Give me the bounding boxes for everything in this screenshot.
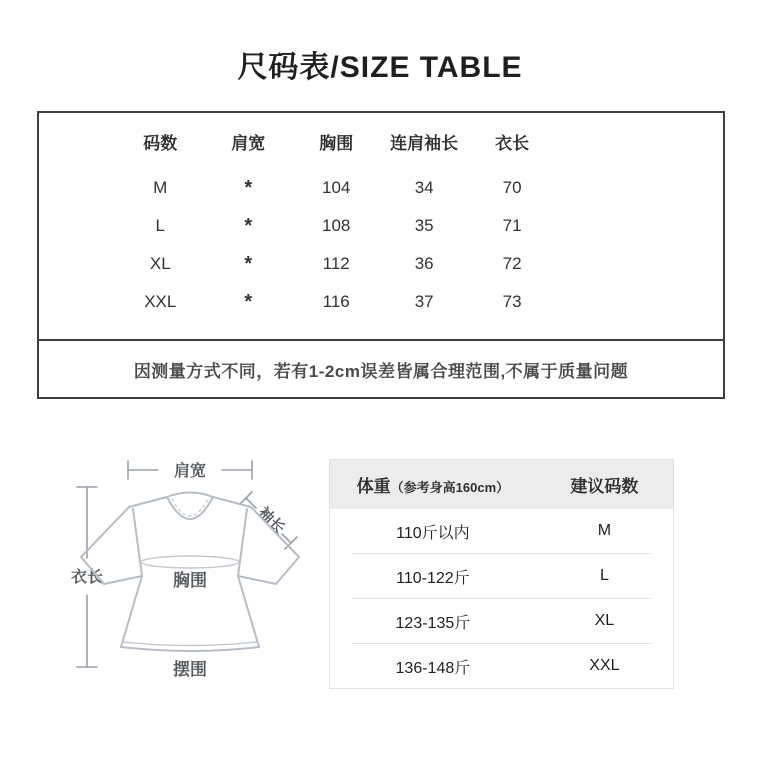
weight-header-hint: （参考身高160cm） (390, 480, 510, 495)
weight-row-xl (330, 599, 673, 643)
table-row-l (39, 207, 723, 245)
sleeve-measure-line (240, 492, 297, 549)
garment-length-label: 衣长 (70, 569, 104, 586)
cell-shoulder: * (244, 215, 253, 237)
cell-chest: 104 (322, 178, 351, 197)
header-cell-length: 衣长 (495, 133, 530, 153)
cell-size: XXL (144, 292, 177, 311)
cell-length: 72 (502, 254, 522, 273)
cell-length: 71 (502, 216, 522, 235)
cell-recommended-size: XXL (589, 657, 620, 674)
weight-row-l (330, 554, 673, 598)
weight-table-header (330, 460, 673, 509)
cell-recommended-size: XL (594, 612, 615, 629)
cell-sleeve: 36 (414, 254, 434, 273)
weight-row-m (330, 509, 673, 553)
cell-shoulder: * (244, 291, 253, 313)
cell-sleeve: 34 (414, 178, 434, 197)
cell-chest: 116 (322, 292, 350, 311)
cell-recommended-size: M (597, 522, 612, 539)
cell-chest: 108 (322, 216, 351, 235)
weight-size-table (329, 459, 674, 689)
weight-header-label: 体重 (356, 477, 391, 496)
sleeve-length-label: 袖长 (254, 504, 288, 538)
cell-size: L (155, 216, 165, 235)
header-cell-sleeve: 连肩袖长 (390, 133, 459, 153)
cell-length: 70 (502, 178, 522, 197)
size-table (37, 111, 725, 399)
header-cell-recommended-size: 建议码数 (570, 477, 639, 496)
cell-shoulder: * (244, 253, 253, 275)
cell-weight-range: 110斤以内 (396, 524, 470, 542)
weight-row-xxl (330, 644, 673, 688)
cell-weight-range: 123-135斤 (395, 614, 471, 632)
cell-size: M (153, 178, 168, 197)
cell-length: 73 (502, 292, 522, 311)
header-cell-size: 码数 (143, 133, 178, 153)
measurement-note: 因测量方式不同，若有1-2cm误差皆属合理范围,不属于质量问题 (39, 339, 723, 397)
page-title: 尺码表/SIZE TABLE (237, 51, 523, 84)
hem-label: 摆围 (173, 660, 207, 679)
cell-shoulder: * (244, 177, 253, 199)
cell-sleeve: 37 (414, 292, 434, 311)
shoulder-width-label: 肩宽 (173, 463, 207, 480)
chest-label: 胸围 (173, 571, 207, 590)
header-cell-chest: 胸围 (319, 133, 354, 153)
size-table-header-row (39, 113, 723, 169)
cell-recommended-size: L (599, 567, 609, 584)
tshirt-sketch (55, 445, 325, 700)
table-row-xxl (39, 283, 723, 321)
cell-size: XL (149, 254, 171, 273)
tshirt-diagram (55, 445, 325, 700)
table-spacer (39, 321, 723, 339)
cell-sleeve: 35 (414, 216, 434, 235)
header-cell-weight (330, 472, 536, 497)
table-row-m (39, 169, 723, 207)
header-cell-shoulder: 肩宽 (231, 133, 266, 153)
cell-chest: 112 (322, 254, 350, 273)
shoulder-measure-line (128, 461, 252, 480)
cell-weight-range: 136-148斤 (395, 659, 471, 677)
table-row-xl (39, 245, 723, 283)
cell-weight-range: 110-122斤 (396, 569, 470, 587)
